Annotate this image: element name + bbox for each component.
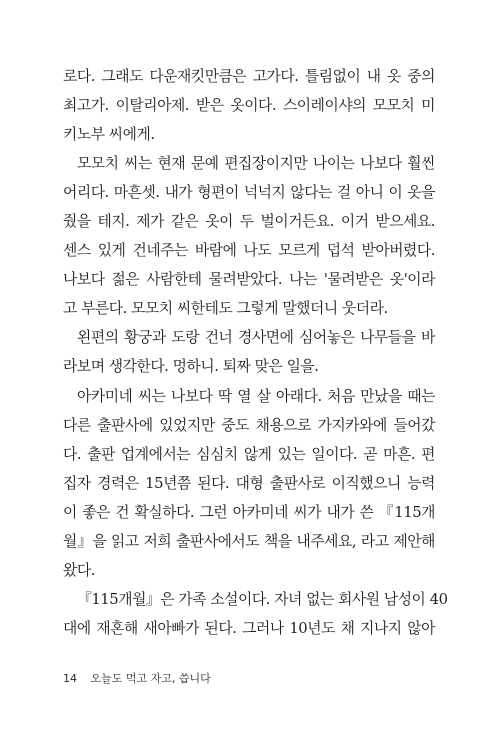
page-footer bbox=[63, 670, 211, 686]
text-line: 『115개월』은 가족 소설이다. 자녀 없는 회사원 남성이 40 bbox=[77, 590, 448, 608]
text-line: 최고가. 이탈리아제. 받은 옷이다. 스이레이샤의 모모치 미 bbox=[63, 97, 435, 115]
text-line: 다. 출판 업계에서는 심심치 않게 있는 일이다. 곧 마흔. 편 bbox=[63, 445, 435, 463]
text-line: 고 부른다. 모모치 씨한테도 그렇게 말했더니 웃더라. bbox=[63, 300, 388, 318]
text-line: 이 좋은 건 확실하다. 그런 아카미네 씨가 내가 쓴 『115개 bbox=[63, 503, 435, 521]
text-line: 키노부 씨에게. bbox=[63, 126, 155, 144]
text-line: 왔다. bbox=[63, 561, 95, 579]
text-line: 로다. 그래도 다운재킷만큼은 고가다. 틀림없이 내 옷 중의 bbox=[63, 68, 435, 85]
text-line: 어리다. 마흔셋. 내가 형편이 넉넉지 않다는 걸 아니 이 옷을 bbox=[63, 184, 435, 202]
text-line: 모모치 씨는 현재 문예 편집장이지만 나이는 나보다 훨씬 bbox=[77, 155, 435, 173]
text-line: 아카미네 씨는 나보다 딱 열 살 아래다. 처음 만났을 때는 bbox=[77, 387, 435, 405]
text-line: 줬을 테지. 제가 같은 옷이 두 벌이거든요. 이거 받으세요. bbox=[63, 213, 435, 231]
text-line: 센스 있게 건네주는 바람에 나도 모르게 덥석 받아버렸다. bbox=[63, 242, 435, 260]
running-title: 오늘도 먹고 자고, 씁니다 bbox=[90, 672, 211, 685]
text-line: 월』을 읽고 저희 출판사에서도 책을 내주세요, 라고 제안해 bbox=[63, 532, 435, 550]
page-number: 14 bbox=[63, 672, 77, 685]
body-text bbox=[63, 62, 448, 643]
text-line: 왼편의 황궁과 도랑 건너 경사면에 심어놓은 나무들을 바 bbox=[77, 329, 435, 347]
text-line: 다른 출판사에 있었지만 중도 채용으로 가지카와에 들어갔 bbox=[63, 416, 435, 434]
text-line: 집자 경력은 15년쯤 된다. 대형 출판사로 이직했으니 능력 bbox=[63, 474, 435, 492]
text-line: 대에 재혼해 새아빠가 된다. 그러나 10년도 채 지나지 않아 bbox=[63, 619, 435, 637]
text-line: 라보며 생각한다. 멍하니. 퇴짜 맞은 일을. bbox=[63, 358, 319, 376]
text-line: 나보다 젊은 사람한테 물려받았다. 나는 '물려받은 옷'이라 bbox=[63, 271, 435, 289]
